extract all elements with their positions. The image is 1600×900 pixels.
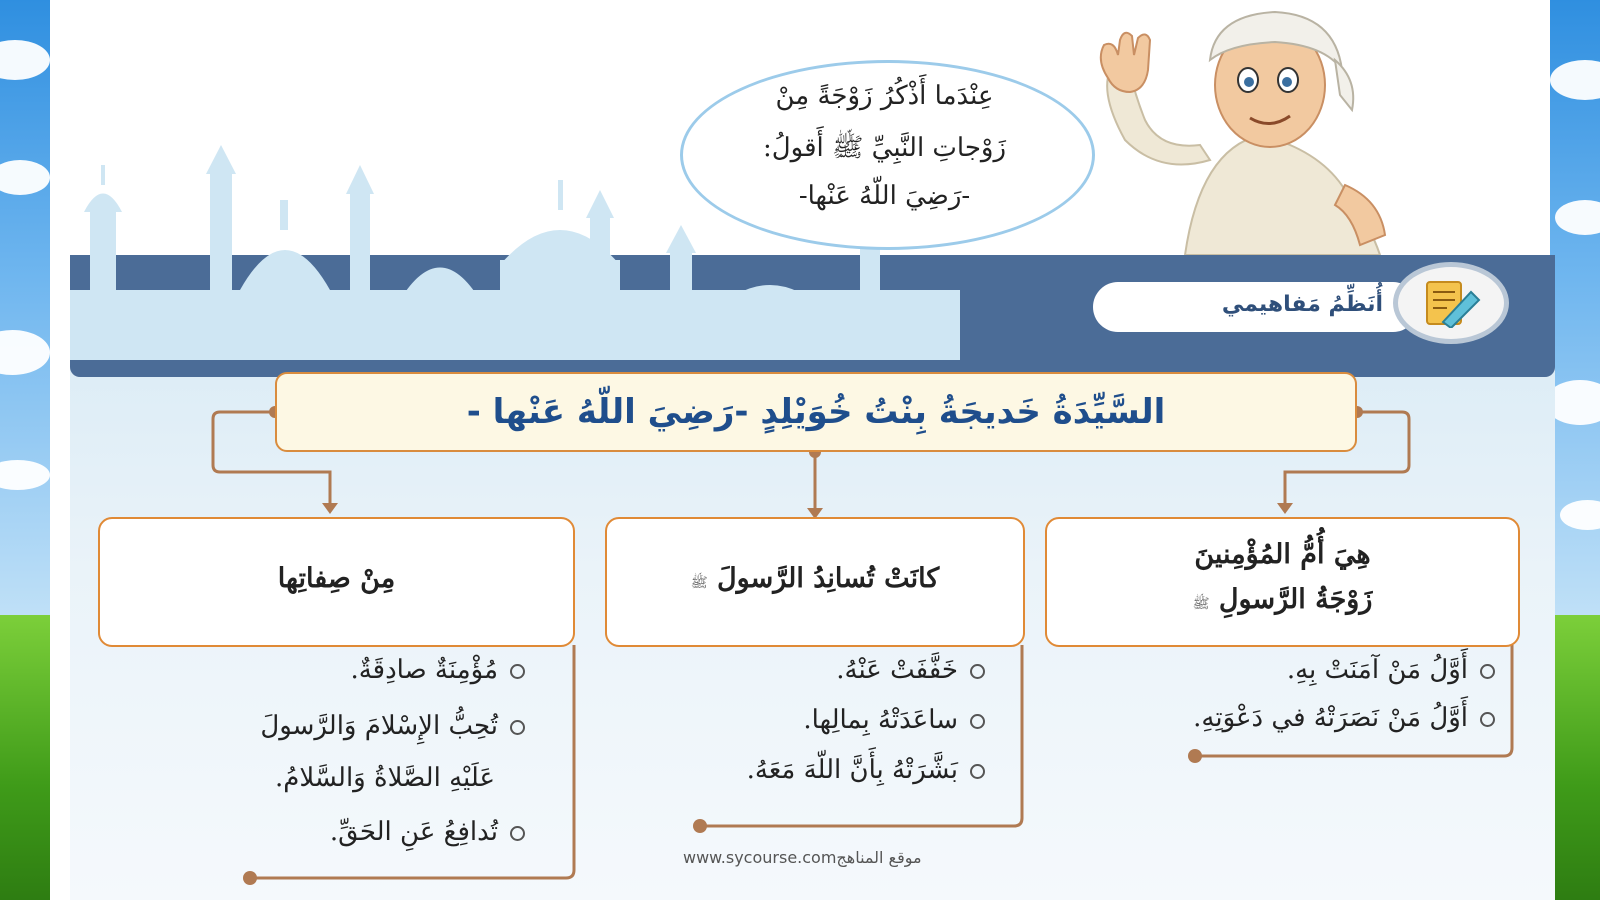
right-items-list (1070, 655, 1495, 735)
right-side-background (1550, 0, 1600, 900)
section-title-pill (1093, 282, 1418, 332)
list-item: تُدافِعُ عَنِ الحَقِّ. (330, 817, 525, 847)
list-item: بَشَّرَتْهُ بِأَنَّ اللّهَ مَعَهُ. (747, 755, 985, 785)
list-item: خَفَّفَتْ عَنْهُ. (836, 655, 985, 685)
bullet-circle-icon (1480, 712, 1495, 727)
left-side-background (0, 0, 50, 900)
boy-character-illustration (1090, 0, 1420, 255)
concept-box-right (1045, 517, 1520, 647)
list-item-continuation: عَلَيْهِ الصَّلاةُ وَالسَّلامُ. (274, 763, 495, 793)
list-item: تُحِبُّ الإِسْلامَ وَالرَّسولَ (260, 711, 525, 741)
bullet-circle-icon (510, 826, 525, 841)
bullet-circle-icon (970, 664, 985, 679)
main-title: السَّيِّدَةُ خَديجَةُ بِنْتُ خُوَيْلِدٍ -رَضِيَ اللّهُ عَنْها - (466, 392, 1166, 432)
left-items-list (150, 655, 525, 865)
bullet-circle-icon (970, 764, 985, 779)
bullet-circle-icon (510, 720, 525, 735)
middle-pbuh-symbol: ﷺ (690, 575, 708, 591)
list-item: ساعَدَتْهُ بِمالِها. (803, 705, 985, 735)
right-heading-line-2: زَوْجَةُ الرَّسولِ (1218, 584, 1373, 615)
bullet-circle-icon (1480, 664, 1495, 679)
right-pbuh-symbol: ﷺ (1192, 596, 1210, 612)
list-item: أَوَّلُ مَنْ نَصَرَتْهُ في دَعْوَتِهِ. (1193, 703, 1495, 733)
middle-items-list (640, 655, 985, 805)
section-badge (1393, 262, 1509, 344)
bullet-circle-icon (510, 664, 525, 679)
pencil-notepad-icon (1421, 278, 1481, 328)
list-item: مُؤْمِنَةٌ صادِقَةٌ. (350, 655, 525, 685)
section-title: أُنَظِّمُ مَفاهيمي (1221, 292, 1383, 317)
list-item: أَوَّلُ مَنْ آمَنَتْ بِهِ. (1287, 655, 1495, 685)
bullet-circle-icon (970, 714, 985, 729)
right-heading-line-1: هِيَ أُمُّ المُؤْمِنينَ (1194, 539, 1371, 570)
watermark-text: www.sycourse.comموقع المناهج (683, 848, 922, 867)
speech-line-2: زَوْجاتِ النَّبِيِّ ﷺ أَقولُ: (762, 133, 1007, 163)
main-title-box (275, 372, 1357, 452)
left-heading: مِنْ صِفاتِها (277, 563, 396, 594)
speech-bubble (680, 60, 1095, 250)
middle-heading: كانَتْ تُسانِدُ الرَّسولَ (717, 563, 940, 594)
speech-line-1: عِنْدَما أَذْكُرُ زَوْجَةً مِنْ (775, 81, 994, 111)
speech-line-3: -رَضِيَ اللّهُ عَنْها- (798, 181, 971, 211)
concept-box-left (98, 517, 575, 647)
concept-box-middle (605, 517, 1025, 647)
